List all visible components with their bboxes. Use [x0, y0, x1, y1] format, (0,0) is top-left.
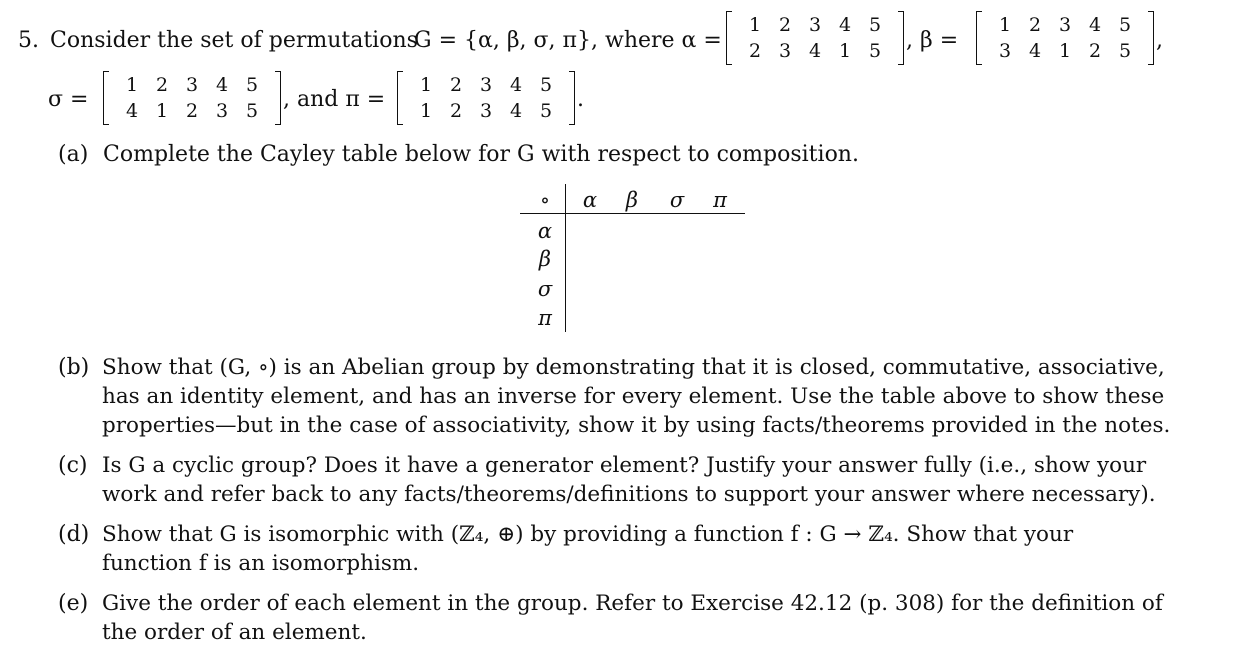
part-c-line-2: work and refer back to any facts/theorems/definitions to support your answer where necessary). — [102, 482, 1156, 507]
sigma-top-2: 2 — [155, 74, 169, 96]
sigma-bottom-2: 1 — [155, 100, 169, 122]
pi-top-2: 2 — [449, 74, 463, 96]
pi-bottom-3: 3 — [479, 100, 493, 122]
trailing-comma: , — [1156, 28, 1163, 53]
pi-bottom-2: 2 — [449, 100, 463, 122]
part-d-label: (d) — [58, 522, 90, 547]
sigma-equals: σ = — [48, 87, 89, 112]
cayley-column-rule — [565, 184, 566, 332]
sigma-bottom-3: 2 — [185, 100, 199, 122]
cayley-operator: ∘ — [539, 188, 551, 212]
cayley-col-sigma: σ — [669, 188, 685, 212]
and-pi-equals: , and π = — [283, 87, 386, 112]
beta-bottom-1: 3 — [998, 40, 1012, 62]
part-e-line-1: Give the order of each element in the group. Refer to Exercise 42.12 (p. 308) for the definition of — [102, 591, 1163, 616]
part-b-line-1: Show that (G, ∘) is an Abelian group by demonstrating that it is closed, commutative, associative, — [102, 355, 1165, 380]
beta-bottom-2: 4 — [1028, 40, 1042, 62]
cayley-row-sigma: σ — [537, 277, 553, 301]
matrix-sigma — [103, 71, 281, 125]
beta-top-3: 3 — [1058, 14, 1072, 36]
beta-top-1: 1 — [998, 14, 1012, 36]
part-e-line-2: the order of an element. — [102, 620, 367, 645]
sigma-top-5: 5 — [245, 74, 259, 96]
beta-bottom-4: 2 — [1088, 40, 1102, 62]
pi-top-1: 1 — [419, 74, 433, 96]
sigma-bottom-4: 3 — [215, 100, 229, 122]
part-d-line-1: Show that G is isomorphic with (ℤ₄, ⊕) by providing a function f : G → ℤ₄. Show that your — [102, 522, 1074, 547]
alpha-top-4: 4 — [838, 14, 852, 36]
part-b-line-3: properties—but in the case of associativity, show it by using facts/theorems provided in the notes. — [102, 413, 1171, 438]
sigma-top-1: 1 — [125, 74, 139, 96]
set-expression: G = {α, β, σ, π}, where α = — [414, 28, 722, 53]
sigma-bottom-1: 4 — [125, 100, 139, 122]
part-b-line-2: has an identity element, and has an inverse for every element. Use the table above to show these — [102, 384, 1165, 409]
cayley-col-alpha: α — [582, 188, 598, 212]
alpha-bottom-2: 3 — [778, 40, 792, 62]
matrix-pi — [397, 71, 575, 125]
pi-top-3: 3 — [479, 74, 493, 96]
sigma-top-4: 4 — [215, 74, 229, 96]
alpha-bottom-1: 2 — [748, 40, 762, 62]
cayley-col-pi: π — [713, 188, 727, 212]
sigma-top-3: 3 — [185, 74, 199, 96]
part-e-label: (e) — [58, 591, 89, 616]
beta-top-4: 4 — [1088, 14, 1102, 36]
beta-bottom-3: 1 — [1058, 40, 1072, 62]
sigma-bottom-5: 5 — [245, 100, 259, 122]
part-a-text: Complete the Cayley table below for G with respect to composition. — [103, 142, 859, 167]
part-c-label: (c) — [58, 453, 88, 478]
cayley-col-beta: β — [625, 188, 639, 212]
problem-number: 5. — [18, 28, 39, 53]
pi-top-4: 4 — [509, 74, 523, 96]
alpha-top-2: 2 — [778, 14, 792, 36]
alpha-bottom-3: 4 — [808, 40, 822, 62]
beta-top-2: 2 — [1028, 14, 1042, 36]
beta-equals: , β = — [906, 28, 959, 53]
cayley-row-beta: β — [538, 247, 552, 271]
pi-top-5: 5 — [539, 74, 553, 96]
pi-bottom-5: 5 — [539, 100, 553, 122]
cayley-header-rule — [520, 213, 745, 214]
alpha-top-3: 3 — [808, 14, 822, 36]
part-b-label: (b) — [58, 355, 90, 380]
cayley-row-pi: π — [538, 306, 552, 330]
matrix-beta — [976, 11, 1154, 65]
part-a-label: (a) — [58, 142, 89, 167]
cayley-row-alpha: α — [537, 219, 553, 243]
problem-intro: Consider the set of permutations — [50, 28, 418, 53]
matrix-alpha — [726, 11, 904, 65]
part-c-line-1: Is G a cyclic group? Does it have a generator element? Justify your answer fully (i.e., show your — [102, 453, 1147, 478]
pi-bottom-4: 4 — [509, 100, 523, 122]
alpha-bottom-5: 5 — [868, 40, 882, 62]
part-d-line-2: function f is an isomorphism. — [102, 551, 420, 576]
pi-bottom-1: 1 — [419, 100, 433, 122]
alpha-top-1: 1 — [748, 14, 762, 36]
alpha-bottom-4: 1 — [838, 40, 852, 62]
beta-bottom-5: 5 — [1118, 40, 1132, 62]
final-period: . — [577, 87, 584, 112]
beta-top-5: 5 — [1118, 14, 1132, 36]
alpha-top-5: 5 — [868, 14, 882, 36]
